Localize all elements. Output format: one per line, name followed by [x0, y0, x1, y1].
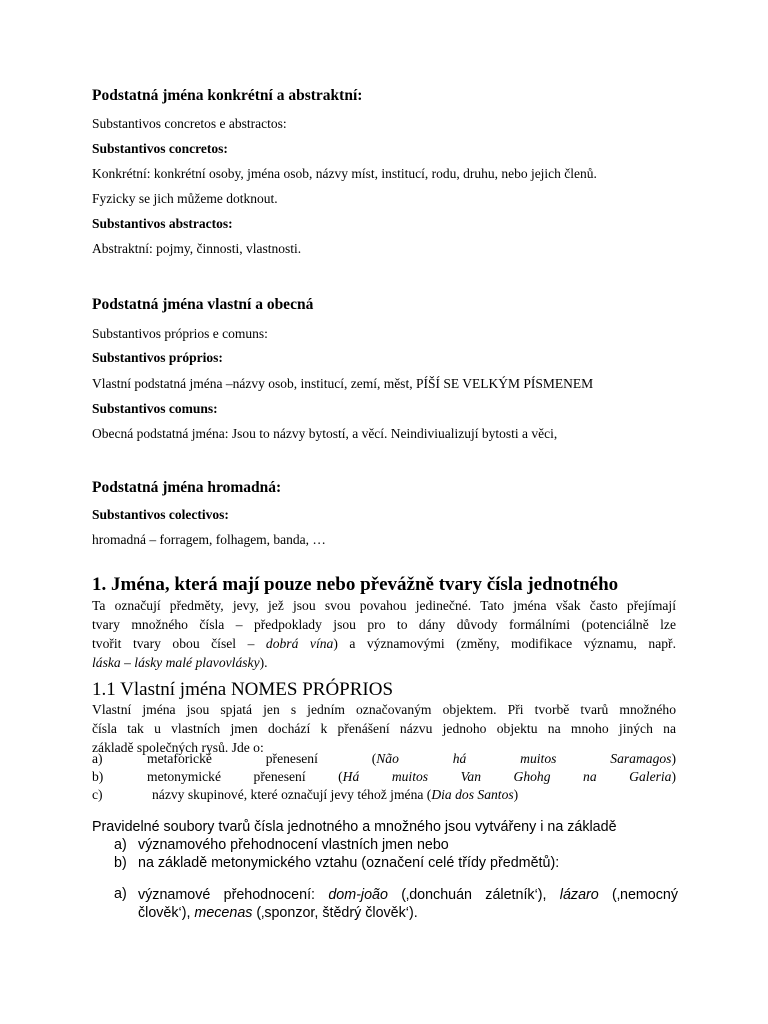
section-heading-concrete-abstract: Podstatná jména konkrétní a abstraktní:	[92, 87, 363, 104]
text-span: ).	[259, 655, 268, 670]
text-line	[92, 634, 676, 653]
subheading-proper: Substantivos próprios:	[92, 350, 223, 365]
text-span: (‚nemocný	[598, 887, 679, 903]
text-line: Ta označují předměty, jevy, jež jsou svou povahou jedinečné. Tato jména však často přejímají	[92, 598, 676, 613]
paragraph: hromadná – forragem, folhagem, banda, …	[92, 532, 326, 547]
list-text	[147, 751, 676, 767]
text-span: ) a významovými (změny, modifikace významu, např.	[333, 636, 676, 651]
italic-example: dom-joão	[328, 887, 388, 903]
paragraph: Substantivos concretos e abstractos:	[92, 116, 287, 131]
text-span: názvy skupinové, které označují jevy téhož jména (	[152, 787, 432, 802]
text-span: tvořit tvary obou čísel –	[92, 636, 266, 651]
text-line	[92, 653, 676, 672]
text-span: člověk‘),	[138, 905, 195, 921]
section-heading-proper-common: Podstatná jména vlastní a obecná	[92, 296, 314, 313]
text-line	[138, 886, 678, 904]
list-text	[147, 769, 676, 785]
paragraph: Obecná podstatná jména: Jsou to názvy bytostí, a věcí. Neindiviualizují bytosti a věci,	[92, 426, 558, 441]
italic-example: Não há muitos Saramagos	[376, 751, 672, 766]
text-span: významové přehodnocení:	[138, 887, 329, 903]
italic-example: mecenas	[194, 905, 253, 921]
list-marker: a)	[92, 751, 103, 766]
text-span: )	[513, 787, 519, 802]
paragraph-intro: Pravidelné soubory tvarů čísla jednotného a množného jsou vytvářeny i na základě	[92, 819, 617, 835]
text-line: základě společných rysů. Jde o:	[92, 740, 264, 755]
list-marker: c)	[92, 787, 103, 802]
paragraph: Fyzicky se jich můžeme dotknout.	[92, 191, 278, 206]
section-heading-proper-names: 1.1 Vlastní jména NOMES PRÓPRIOS	[92, 679, 394, 700]
italic-example: Dia dos Santos	[431, 787, 514, 802]
subheading-concrete: Substantivos concretos:	[92, 141, 228, 156]
subheading-collective: Substantivos colectivos:	[92, 507, 229, 522]
paragraph: Substantivos próprios e comuns:	[92, 326, 268, 341]
text-line: tvary množného čísla – předpoklady jsou pro to dány důvody formálními (potenciálně lze	[92, 617, 676, 632]
list-text	[152, 787, 676, 803]
list-item	[92, 751, 676, 770]
paragraph-proper-names	[92, 700, 676, 757]
text-span: )	[671, 751, 676, 766]
text-span: (‚sponzor, štědrý člověk‘).	[252, 905, 418, 921]
list-marker: b)	[114, 855, 127, 871]
text-line: Vlastní jména jsou spjatá jen s jedním označovaným objektem. Při tvorbě tvarů množného	[92, 702, 676, 717]
text-span: metonymické přenesení (	[147, 769, 343, 784]
paragraph: Vlastní podstatná jména –názvy osob, institucí, zemí, měst, PÍŠÍ SE VELKÝM PÍSMENEM	[92, 376, 594, 391]
subheading-abstract: Substantivos abstractos:	[92, 216, 233, 231]
text-span: metaforické přenesení (	[147, 751, 377, 766]
section-heading-singular-nouns: 1. Jména, která mají pouze nebo převážně tvary čísla jednotného	[92, 574, 619, 595]
list-marker: a)	[114, 837, 127, 853]
italic-example: lázaro	[559, 887, 599, 903]
text-line: čísla tak u vlastních jmen dochází k přenášení názvu jednoho objektu na mnoho jiných na	[92, 721, 676, 736]
italic-example: láska – lásky malé plavovlásky	[92, 655, 260, 670]
list-item	[92, 787, 676, 806]
paragraph: Abstraktní: pojmy, činnosti, vlastnosti.	[92, 241, 302, 256]
text-line	[138, 904, 678, 922]
section-heading-collective: Podstatná jména hromadná:	[92, 479, 282, 496]
list-text: na základě metonymického vztahu (označení celé třídy předmětů):	[138, 855, 560, 871]
list-marker: a)	[114, 886, 127, 902]
list-item	[92, 769, 676, 788]
text-span: (‚donchuán záletník‘),	[387, 887, 560, 903]
paragraph: Konkrétní: konkrétní osoby, jména osob, názvy míst, institucí, rodu, druhu, nebo jejich členů.	[92, 166, 597, 181]
list-text: významového přehodnocení vlastních jmen nebo	[138, 837, 449, 853]
italic-example: Há muitos Van Ghohg na Galeria	[342, 769, 672, 784]
paragraph-singular	[92, 596, 676, 672]
text-span: )	[671, 769, 676, 784]
subheading-common: Substantivos comuns:	[92, 401, 218, 416]
italic-example: dobrá vína	[265, 636, 334, 651]
list-text	[138, 886, 678, 922]
list-marker: b)	[92, 769, 104, 784]
